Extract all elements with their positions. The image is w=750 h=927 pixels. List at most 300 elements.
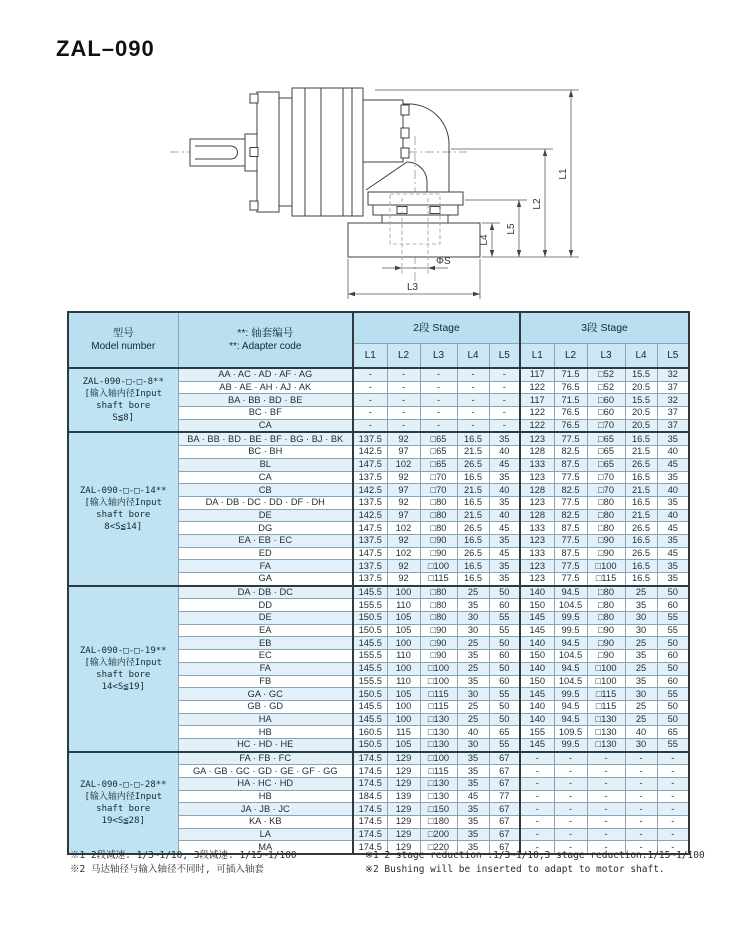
dim-value-cell: 133 — [520, 547, 554, 560]
model-number-cell — [68, 752, 178, 855]
table-body — [68, 368, 689, 854]
dim-value-cell: 150.5 — [353, 738, 387, 751]
dim-value-cell: □115 — [420, 765, 457, 778]
dim-value-cell: □80 — [420, 496, 457, 509]
dim-value-cell: □65 — [420, 458, 457, 471]
dim-value-cell: - — [657, 803, 689, 816]
dim-value-cell: □90 — [587, 650, 625, 663]
dim-value-cell: 94.5 — [554, 662, 587, 675]
dim-value-cell: 140 — [520, 662, 554, 675]
dim-value-cell: - — [625, 828, 657, 841]
dim-value-cell: 147.5 — [353, 458, 387, 471]
dim-value-cell: 60 — [657, 650, 689, 663]
dim-value-cell: □100 — [420, 752, 457, 765]
dim-value-cell: - — [520, 778, 554, 791]
dim-value-cell: 67 — [489, 841, 520, 854]
dim-value-cell: - — [587, 778, 625, 791]
dim-header-cell: L3 — [420, 344, 457, 369]
spec-table-wrap — [67, 311, 688, 855]
dim-value-cell: 100 — [387, 637, 420, 650]
dim-value-cell: 76.5 — [554, 381, 587, 394]
dim-value-cell: 71.5 — [554, 368, 587, 381]
dim-value-cell: 16.5 — [625, 573, 657, 586]
dim-value-cell: 129 — [387, 803, 420, 816]
adapter-code-cell: GB · GD — [178, 700, 353, 713]
dim-value-cell: 92 — [387, 560, 420, 573]
dim-value-cell: 60 — [489, 599, 520, 612]
adapter-code-cell: DA · DB · DC — [178, 586, 353, 599]
model-number-cell — [68, 432, 178, 585]
model-line: 19<S≦28] — [101, 815, 145, 826]
dim-value-cell: - — [554, 790, 587, 803]
dim-value-cell: □90 — [420, 534, 457, 547]
dim-value-cell: □115 — [420, 573, 457, 586]
dim-value-cell: 50 — [489, 662, 520, 675]
dim-value-cell: 35 — [657, 496, 689, 509]
dim-value-cell: 67 — [489, 765, 520, 778]
dim-value-cell: 82.5 — [554, 484, 587, 497]
dim-value-cell: 137.5 — [353, 534, 387, 547]
dim-value-cell: □90 — [587, 534, 625, 547]
dim-value-cell: 35 — [625, 650, 657, 663]
dim-value-cell: 82.5 — [554, 509, 587, 522]
dim-value-cell: - — [554, 752, 587, 765]
dim-value-cell: 35 — [457, 828, 489, 841]
dim-value-cell: 145 — [520, 688, 554, 701]
dim-value-cell: - — [489, 407, 520, 420]
dim-value-cell: - — [520, 816, 554, 829]
gearbox-technical-drawing — [145, 78, 645, 313]
dim-value-cell: □52 — [587, 381, 625, 394]
dim-value-cell: 150 — [520, 675, 554, 688]
model-line: ZAL-090-□-□-8** — [82, 377, 164, 388]
dim-value-cell: 76.5 — [554, 419, 587, 432]
dim-value-cell: - — [420, 394, 457, 407]
dim-value-cell: 35 — [657, 534, 689, 547]
dim-value-cell: 45 — [489, 547, 520, 560]
dim-value-cell: 145.5 — [353, 662, 387, 675]
adapter-code-cell: CA — [178, 419, 353, 432]
dim-value-cell: 50 — [657, 713, 689, 726]
dim-value-cell: - — [520, 765, 554, 778]
dim-value-cell: - — [420, 419, 457, 432]
dim-value-cell: 25 — [457, 637, 489, 650]
adapter-code-cell: HB — [178, 726, 353, 739]
model-line: shaft bore — [96, 401, 151, 412]
footnote-zh-2: ※2 马达轴径与输入轴径不同时, 可插入轴套 — [70, 863, 264, 875]
dim-value-cell: 129 — [387, 841, 420, 854]
dim-value-cell: 99.5 — [554, 624, 587, 637]
dim-value-cell: □70 — [587, 419, 625, 432]
dim-value-cell: 30 — [625, 738, 657, 751]
dim-value-cell: 104.5 — [554, 650, 587, 663]
dim-value-cell: 87.5 — [554, 522, 587, 535]
dim-value-cell: - — [657, 778, 689, 791]
dim-value-cell: 123 — [520, 471, 554, 484]
dim-label-l2: L2 — [532, 198, 543, 210]
dim-value-cell: - — [625, 778, 657, 791]
dim-header-cell: L3 — [587, 344, 625, 369]
dim-value-cell: 45 — [657, 458, 689, 471]
dim-value-cell: 100 — [387, 713, 420, 726]
dim-value-cell: - — [387, 368, 420, 381]
dim-value-cell: 16.5 — [625, 560, 657, 573]
table-row — [68, 586, 689, 599]
model-line: shaft bore — [96, 803, 151, 814]
dim-value-cell: 147.5 — [353, 522, 387, 535]
header-adapter-zh: **: 轴套编号 — [237, 327, 294, 339]
dim-value-cell: □90 — [587, 624, 625, 637]
dim-value-cell: 117 — [520, 394, 554, 407]
dim-value-cell: 40 — [657, 509, 689, 522]
dim-value-cell: 160.5 — [353, 726, 387, 739]
adapter-code-cell: BA · BB · BD · BE · BF · BG · BJ · BK — [178, 432, 353, 445]
dim-value-cell: 155.5 — [353, 675, 387, 688]
dim-value-cell: - — [554, 765, 587, 778]
dim-value-cell: 35 — [457, 765, 489, 778]
dim-value-cell: 50 — [657, 662, 689, 675]
dim-value-cell: 137.5 — [353, 471, 387, 484]
dim-value-cell: 150.5 — [353, 612, 387, 625]
dim-value-cell: 129 — [387, 816, 420, 829]
dim-value-cell: 97 — [387, 446, 420, 459]
model-line: shaft bore — [96, 510, 151, 521]
model-number-cell — [68, 368, 178, 432]
dim-value-cell: □100 — [587, 675, 625, 688]
adapter-code-cell: DA · DB · DC · DD · DF · DH — [178, 496, 353, 509]
dim-value-cell: - — [657, 765, 689, 778]
dim-value-cell: 35 — [489, 432, 520, 445]
dim-value-cell: □65 — [587, 432, 625, 445]
dim-value-cell: 37 — [657, 381, 689, 394]
dim-value-cell: - — [520, 790, 554, 803]
dim-value-cell: 77.5 — [554, 471, 587, 484]
dim-value-cell: 123 — [520, 560, 554, 573]
adapter-code-cell: EB — [178, 637, 353, 650]
dim-value-cell: 155 — [520, 726, 554, 739]
table-row — [68, 432, 689, 445]
dim-value-cell: □70 — [420, 471, 457, 484]
dim-value-cell: - — [587, 765, 625, 778]
dim-value-cell: - — [554, 841, 587, 854]
dim-value-cell: 45 — [657, 522, 689, 535]
dim-value-cell: □100 — [587, 560, 625, 573]
dim-value-cell: □80 — [587, 586, 625, 599]
dim-value-cell: 110 — [387, 675, 420, 688]
dim-value-cell: 123 — [520, 496, 554, 509]
dim-value-cell: 99.5 — [554, 738, 587, 751]
dim-value-cell: 40 — [657, 446, 689, 459]
adapter-code-cell: GA — [178, 573, 353, 586]
dim-value-cell: 16.5 — [625, 471, 657, 484]
dim-value-cell: 21.5 — [625, 446, 657, 459]
dim-value-cell: 145.5 — [353, 586, 387, 599]
adapter-code-cell: BC · BF — [178, 407, 353, 420]
dim-value-cell: □80 — [587, 522, 625, 535]
adapter-code-cell: FA · FB · FC — [178, 752, 353, 765]
dim-value-cell: 50 — [489, 637, 520, 650]
dim-value-cell: - — [625, 841, 657, 854]
dim-value-cell: 71.5 — [554, 394, 587, 407]
dim-value-cell: 105 — [387, 738, 420, 751]
dim-value-cell: □130 — [420, 790, 457, 803]
dim-value-cell: 60 — [489, 675, 520, 688]
dim-value-cell: 55 — [489, 688, 520, 701]
dim-value-cell: 45 — [657, 547, 689, 560]
dim-value-cell: 174.5 — [353, 778, 387, 791]
dim-value-cell: 45 — [457, 790, 489, 803]
dim-value-cell: 35 — [457, 803, 489, 816]
dim-value-cell: - — [457, 419, 489, 432]
dim-value-cell: 155.5 — [353, 599, 387, 612]
dim-value-cell: 35 — [657, 471, 689, 484]
footnote-en-1: ※1 2 stage reduction :1/3~1/10;3 stage reduction:1/15~1/100 — [365, 850, 705, 861]
dim-value-cell: 25 — [625, 700, 657, 713]
dim-value-cell: - — [387, 407, 420, 420]
dim-value-cell: □65 — [420, 446, 457, 459]
dim-value-cell: 21.5 — [457, 446, 489, 459]
dim-value-cell: 20.5 — [625, 381, 657, 394]
model-line: [输入轴内径Input — [84, 657, 162, 668]
dim-value-cell: 94.5 — [554, 700, 587, 713]
dim-value-cell: □80 — [420, 586, 457, 599]
page-title: ZAL–090 — [56, 36, 155, 61]
footnote-zh-1: ※1 2段减速: 1/3~1/10; 3段减速: 1/15~1/100 — [70, 850, 297, 861]
adapter-code-cell: EA — [178, 624, 353, 637]
dim-value-cell: 55 — [657, 624, 689, 637]
dim-value-cell: 147.5 — [353, 547, 387, 560]
model-line: shaft bore — [96, 669, 151, 680]
dim-value-cell: - — [353, 381, 387, 394]
dim-value-cell: □130 — [420, 713, 457, 726]
dim-value-cell: 174.5 — [353, 765, 387, 778]
dim-value-cell: 30 — [625, 688, 657, 701]
dim-value-cell: 37 — [657, 407, 689, 420]
dim-value-cell: 35 — [657, 573, 689, 586]
dim-value-cell: 25 — [625, 637, 657, 650]
dim-value-cell: □90 — [420, 547, 457, 560]
dim-value-cell: 67 — [489, 752, 520, 765]
dim-value-cell: - — [520, 803, 554, 816]
dim-value-cell: 60 — [489, 650, 520, 663]
header-row-main — [68, 312, 689, 344]
dim-value-cell: □130 — [420, 726, 457, 739]
dim-value-cell: 97 — [387, 509, 420, 522]
dim-value-cell: 67 — [489, 816, 520, 829]
table-row — [68, 368, 689, 381]
dim-value-cell: - — [657, 828, 689, 841]
dim-value-cell: - — [554, 816, 587, 829]
model-line: [输入轴内径Input — [84, 389, 162, 400]
dim-value-cell: 122 — [520, 419, 554, 432]
dim-value-cell: 110 — [387, 599, 420, 612]
dim-value-cell: 26.5 — [457, 458, 489, 471]
dim-value-cell: - — [657, 816, 689, 829]
dim-value-cell: 55 — [489, 624, 520, 637]
dim-value-cell: 25 — [625, 662, 657, 675]
dim-value-cell: □180 — [420, 816, 457, 829]
dim-value-cell: 35 — [457, 816, 489, 829]
dim-value-cell: 16.5 — [625, 496, 657, 509]
dim-value-cell: □100 — [587, 662, 625, 675]
dim-value-cell: 128 — [520, 484, 554, 497]
dim-value-cell: - — [353, 368, 387, 381]
dim-value-cell: 100 — [387, 586, 420, 599]
dim-value-cell: - — [420, 381, 457, 394]
dim-value-cell: - — [387, 394, 420, 407]
dim-value-cell: 50 — [489, 713, 520, 726]
dim-value-cell: 102 — [387, 458, 420, 471]
dim-header-cell: L1 — [520, 344, 554, 369]
dim-value-cell: 105 — [387, 612, 420, 625]
dim-value-cell: - — [520, 828, 554, 841]
dim-value-cell: - — [587, 790, 625, 803]
dim-value-cell: 67 — [489, 803, 520, 816]
dim-value-cell: 35 — [625, 599, 657, 612]
adapter-code-cell: FA — [178, 662, 353, 675]
dim-value-cell: 16.5 — [457, 534, 489, 547]
adapter-code-cell: LA — [178, 828, 353, 841]
dim-value-cell: □115 — [420, 688, 457, 701]
dim-value-cell: 137.5 — [353, 560, 387, 573]
dim-value-cell: - — [420, 368, 457, 381]
dim-value-cell: - — [387, 419, 420, 432]
dim-value-cell: □70 — [587, 471, 625, 484]
dim-value-cell: □65 — [420, 432, 457, 445]
dim-value-cell: - — [587, 803, 625, 816]
model-line: [输入轴内径Input — [84, 498, 162, 509]
dim-value-cell: 145 — [520, 612, 554, 625]
dim-header-cell: L4 — [625, 344, 657, 369]
dim-value-cell: 150.5 — [353, 624, 387, 637]
dim-value-cell: - — [489, 381, 520, 394]
dim-value-cell: □80 — [587, 599, 625, 612]
dim-value-cell: 129 — [387, 778, 420, 791]
dim-value-cell: □90 — [420, 624, 457, 637]
dim-value-cell: □220 — [420, 841, 457, 854]
dim-value-cell: 150 — [520, 650, 554, 663]
dim-value-cell: 40 — [489, 484, 520, 497]
dim-value-cell: 15.5 — [625, 368, 657, 381]
dim-value-cell: 16.5 — [625, 534, 657, 547]
dim-value-cell: 32 — [657, 394, 689, 407]
dim-value-cell: □60 — [587, 394, 625, 407]
adapter-code-cell: DG — [178, 522, 353, 535]
dim-value-cell: 35 — [489, 471, 520, 484]
dim-value-cell: 16.5 — [625, 432, 657, 445]
adapter-code-cell: BL — [178, 458, 353, 471]
dim-value-cell: 76.5 — [554, 407, 587, 420]
dim-value-cell: 145.5 — [353, 700, 387, 713]
dim-label-l1: L1 — [558, 168, 569, 180]
dim-value-cell: 55 — [489, 738, 520, 751]
dim-value-cell: 184.5 — [353, 790, 387, 803]
adapter-code-cell: MA — [178, 841, 353, 854]
dim-value-cell: 94.5 — [554, 713, 587, 726]
dim-value-cell: 82.5 — [554, 446, 587, 459]
dim-value-cell: 30 — [625, 624, 657, 637]
dim-value-cell: 145 — [520, 624, 554, 637]
dim-value-cell: 40 — [625, 726, 657, 739]
dim-value-cell: 123 — [520, 573, 554, 586]
dim-value-cell: 60 — [657, 675, 689, 688]
dim-value-cell: 128 — [520, 509, 554, 522]
dim-value-cell: 30 — [457, 624, 489, 637]
dim-value-cell: 35 — [457, 778, 489, 791]
dim-value-cell: 20.5 — [625, 407, 657, 420]
dim-header-cell: L1 — [353, 344, 387, 369]
dim-value-cell: □100 — [420, 662, 457, 675]
dim-header-cell: L2 — [387, 344, 420, 369]
dim-value-cell: 140 — [520, 637, 554, 650]
dim-value-cell: 174.5 — [353, 816, 387, 829]
dim-value-cell: □60 — [587, 407, 625, 420]
dim-value-cell: 174.5 — [353, 803, 387, 816]
dim-value-cell: 35 — [457, 675, 489, 688]
model-line: 14<S≦19] — [101, 681, 145, 692]
header-adapter — [178, 312, 353, 368]
dim-value-cell: □80 — [420, 509, 457, 522]
dim-value-cell: 16.5 — [457, 471, 489, 484]
dim-value-cell: 129 — [387, 752, 420, 765]
dim-value-cell: 77.5 — [554, 573, 587, 586]
dim-value-cell: □70 — [420, 484, 457, 497]
dim-value-cell: □65 — [587, 458, 625, 471]
dim-value-cell: 133 — [520, 522, 554, 535]
model-line: S≦8] — [112, 413, 135, 424]
dim-value-cell: - — [420, 407, 457, 420]
dim-value-cell: 92 — [387, 496, 420, 509]
dim-value-cell: 35 — [489, 534, 520, 547]
adapter-code-cell: AA · AC · AD · AF · AG — [178, 368, 353, 381]
dim-value-cell: 105 — [387, 688, 420, 701]
dim-value-cell: - — [625, 803, 657, 816]
dim-value-cell: 142.5 — [353, 484, 387, 497]
dim-value-cell: 25 — [457, 662, 489, 675]
dim-value-cell: 174.5 — [353, 828, 387, 841]
dim-value-cell: - — [457, 407, 489, 420]
table-row — [68, 752, 689, 765]
spec-table — [67, 311, 690, 855]
dim-value-cell: 30 — [457, 738, 489, 751]
model-line: 8<S≦14] — [104, 522, 143, 533]
dim-value-cell: 99.5 — [554, 688, 587, 701]
dim-header-cell: L5 — [489, 344, 520, 369]
adapter-code-cell: EA · EB · EC — [178, 534, 353, 547]
dim-label-l5: L5 — [506, 223, 517, 235]
dim-value-cell: 40 — [457, 726, 489, 739]
dim-value-cell: 102 — [387, 522, 420, 535]
dim-value-cell: - — [353, 394, 387, 407]
dim-value-cell: 122 — [520, 407, 554, 420]
dim-value-cell: □80 — [420, 522, 457, 535]
dim-value-cell: 145 — [520, 738, 554, 751]
dim-value-cell: 25 — [457, 713, 489, 726]
dim-value-cell: 35 — [457, 650, 489, 663]
dim-value-cell: 117 — [520, 368, 554, 381]
adapter-code-cell: CB — [178, 484, 353, 497]
adapter-code-cell: HB — [178, 790, 353, 803]
dim-value-cell: □52 — [587, 368, 625, 381]
dim-value-cell: 21.5 — [457, 509, 489, 522]
dim-value-cell: 25 — [457, 586, 489, 599]
dim-value-cell: - — [489, 394, 520, 407]
dim-value-cell: □150 — [420, 803, 457, 816]
adapter-code-cell: GA · GB · GC · GD · GE · GF · GG — [178, 765, 353, 778]
dim-value-cell: 30 — [457, 688, 489, 701]
dim-value-cell: - — [657, 841, 689, 854]
footnotes-en — [365, 849, 705, 876]
